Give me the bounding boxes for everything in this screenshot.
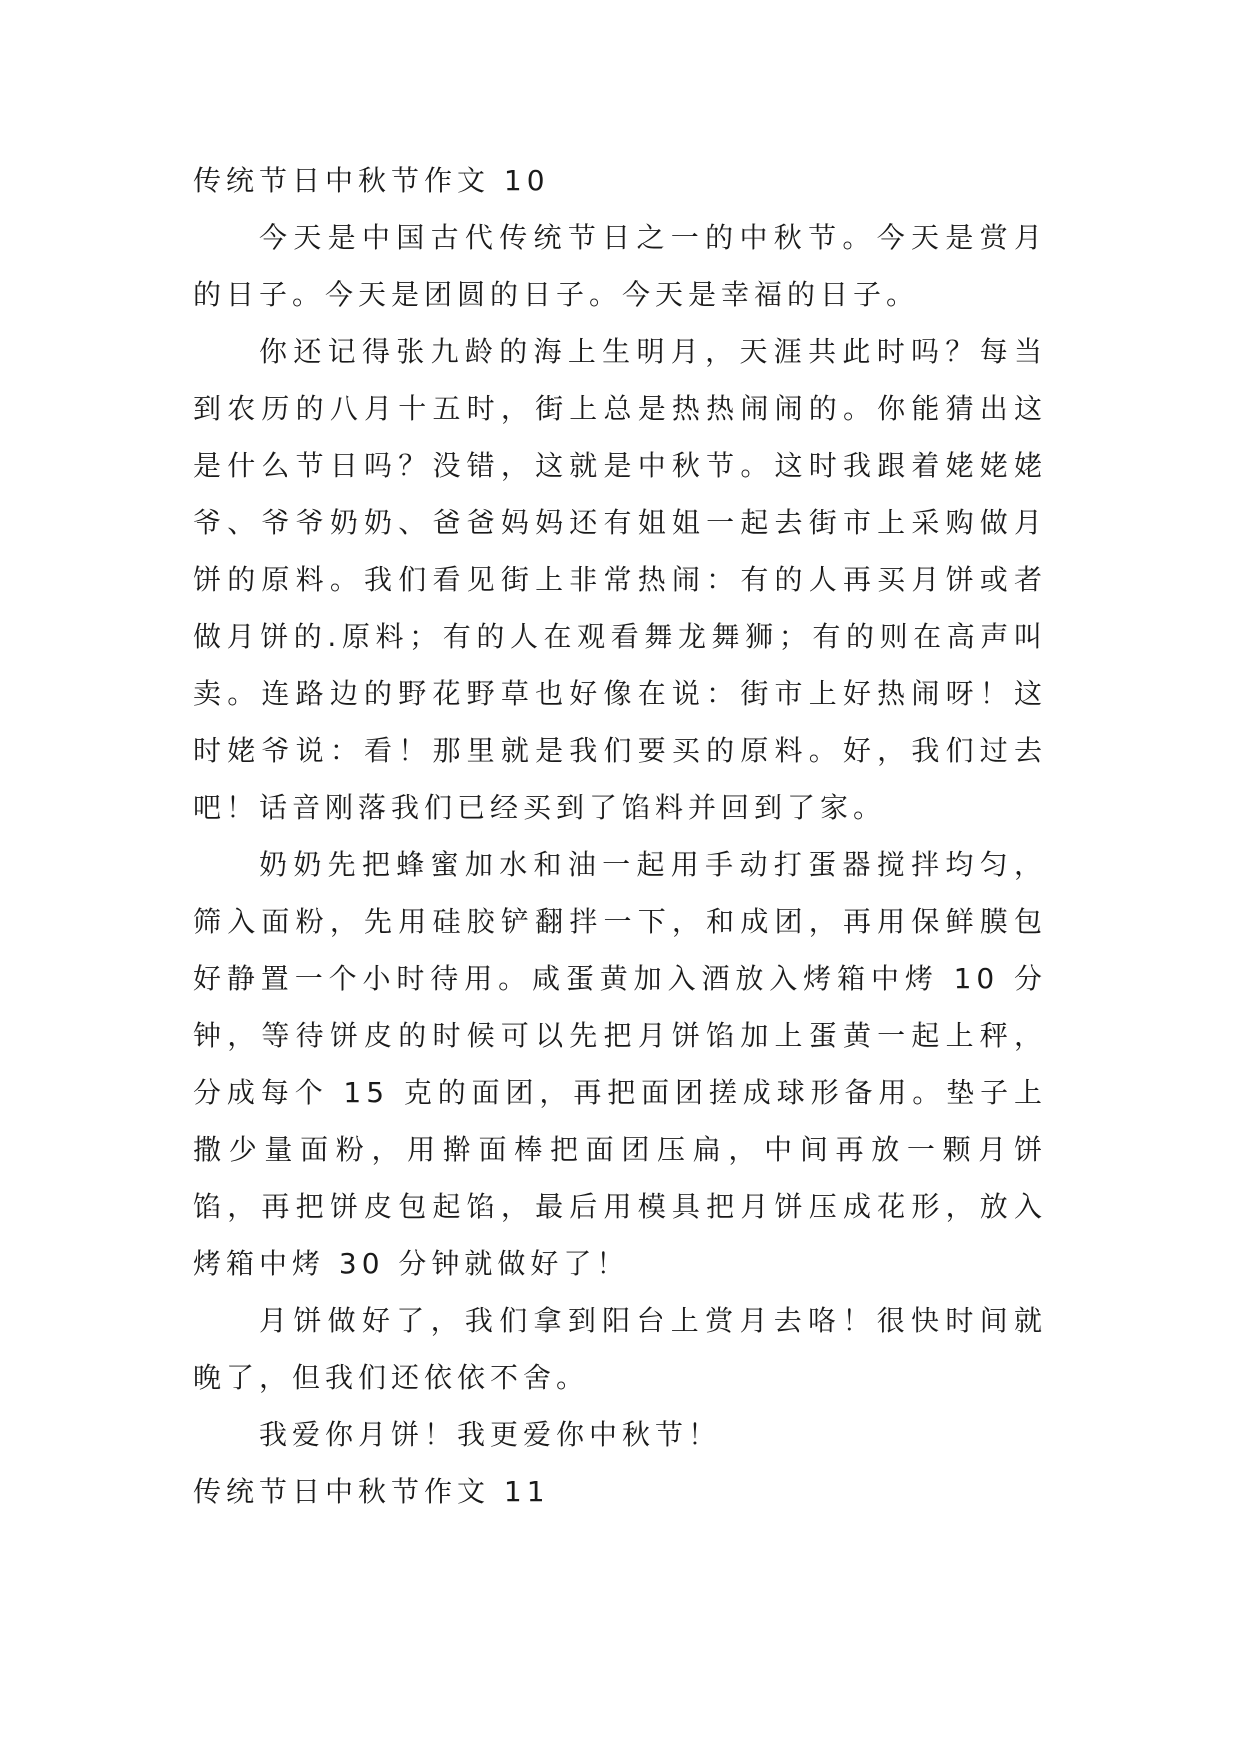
document-body (193, 152, 1047, 1520)
paragraph-mooncake-recipe: 奶奶先把蜂蜜加水和油一起用手动打蛋器搅拌均匀，筛入面粉，先用硅胶铲翻拌一下，和成团，再用保鲜膜包好静置一个小时待用。咸蛋黄加入酒放入烤箱中烤 10 分钟，等待饼皮的时候可以先把月饼馅加上蛋黄一起上秤，分成每个 15 克的面团，再把面团搓成球形备用。垫子上撒少量面粉，用擀面棒把面团压扁，中间再放一颗月饼馅，再把饼皮包起馅，最后用模具把月饼压成花形，放入烤箱中烤 30 分钟就做好了！ (193, 848, 1047, 1280)
paragraph-market: 你还记得张九龄的海上生明月，天涯共此时吗？每当到农历的八月十五时，街上总是热热闹闹的。你能猜出这是什么节日吗？没错，这就是中秋节。这时我跟着姥姥姥爷、爷爷奶奶、爸爸妈妈还有姐姐一起去街市上采购做月饼的原料。我们看见街上非常热闹：有的人再买月饼或者做月饼的.原料；有的人在观看舞龙舞狮；有的则在高声叫卖。连路边的野花野草也好像在说：街市上好热闹呀！这时姥爷说：看！那里就是我们要买的原料。好，我们过去吧！话音刚落我们已经买到了馅料并回到了家。 (193, 335, 1047, 824)
essay-heading-11: 传统节日中秋节作文 11 (193, 1475, 550, 1508)
paragraph-moon-viewing: 月饼做好了，我们拿到阳台上赏月去咯！很快时间就晚了，但我们还依依不舍。 (193, 1304, 1047, 1394)
paragraph-closing: 我爱你月饼！我更爱你中秋节！ (259, 1418, 722, 1451)
paragraph-intro: 今天是中国古代传统节日之一的中秋节。今天是赏月的日子。今天是团圆的日子。今天是幸福的日子。 (193, 221, 1047, 311)
essay-heading-10: 传统节日中秋节作文 10 (193, 164, 550, 197)
